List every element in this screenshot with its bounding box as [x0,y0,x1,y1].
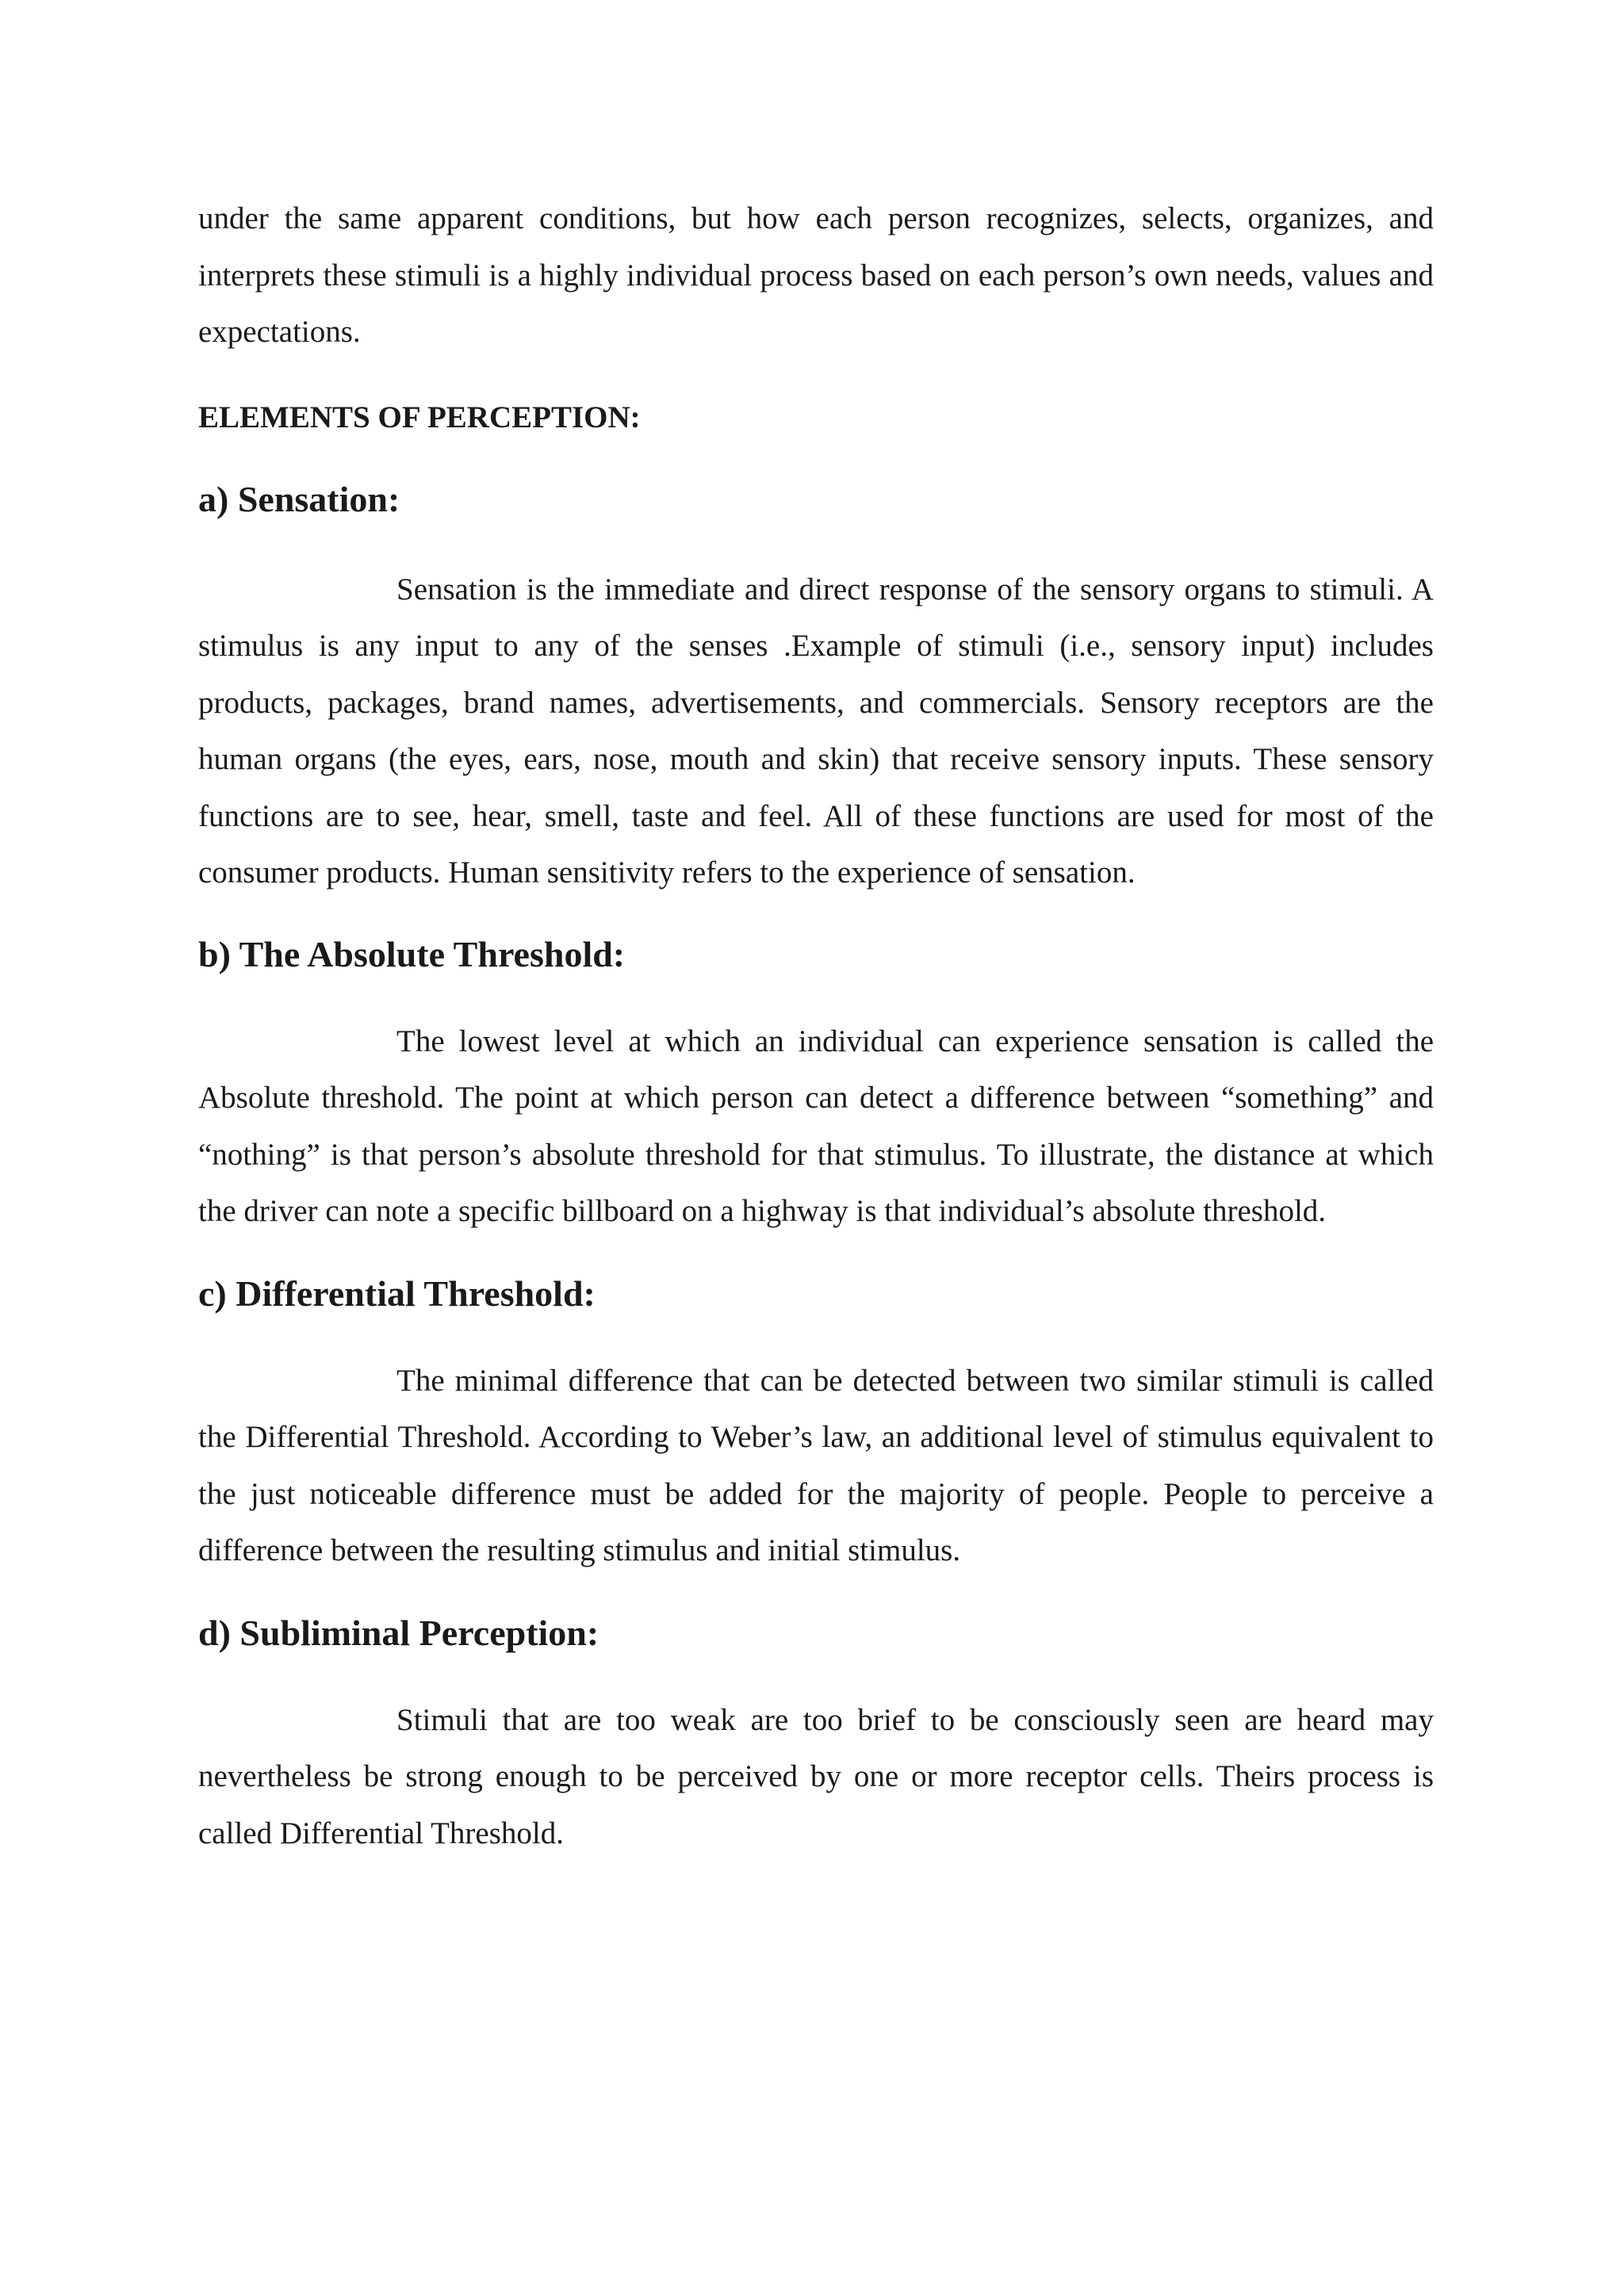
section-body-sensation: Sensation is the immediate and direct response of the sensory organs to stimuli. A stimulus is any input to any of the senses .Example of stimuli (i.e., sensory input) includes products, packages, brand names, advertisements, and commercials. Sensory receptors are the human organs (the eyes, ears, nose, mouth and skin) that receive sensory inputs. These sensory functions are to see, hear, smell, taste and feel. All of these functions are used for most of the consumer products. Human sensitivity refers to the experience of sensation. [198,572,1434,890]
elements-heading: ELEMENTS OF PERCEPTION: [198,400,641,434]
intro-paragraph: under the same apparent conditions, but how each person recognizes, selects, organizes, and interprets these stimuli is a highly individual process based on each person’s own needs, values and expectations. [198,201,1434,349]
section-heading-sensation: a) Sensation: [198,478,400,519]
section-body-absolute-threshold: The lowest level at which an individual can experience sensation is called the Absolute threshold. The point at which person can detect a difference between “something” and “nothing” is that person’s absolute threshold for that stimulus. To illustrate, the distance at which the driver can note a specific billboard on a highway is that individual’s absolute threshold. [198,1024,1434,1228]
section-body-differential-threshold: The minimal difference that can be detected between two similar stimuli is called the Differential Threshold. According to Weber’s law, an additional level of stimulus equivalent to the just noticeable difference must be added for the majority of people. People to perceive a difference between the resulting stimulus and initial stimulus. [198,1363,1434,1567]
document-page [198,190,1434,1862]
section-heading-subliminal-perception: d) Subliminal Perception: [198,1612,599,1653]
section-body-subliminal-perception: Stimuli that are too weak are too brief to be consciously seen are heard may nevertheless be strong enough to be perceived by one or more receptor cells. Theirs process is called Differential Threshold. [198,1702,1434,1850]
section-heading-absolute-threshold: b) The Absolute Threshold: [198,933,626,974]
section-heading-differential-threshold: c) Differential Threshold: [198,1272,596,1314]
